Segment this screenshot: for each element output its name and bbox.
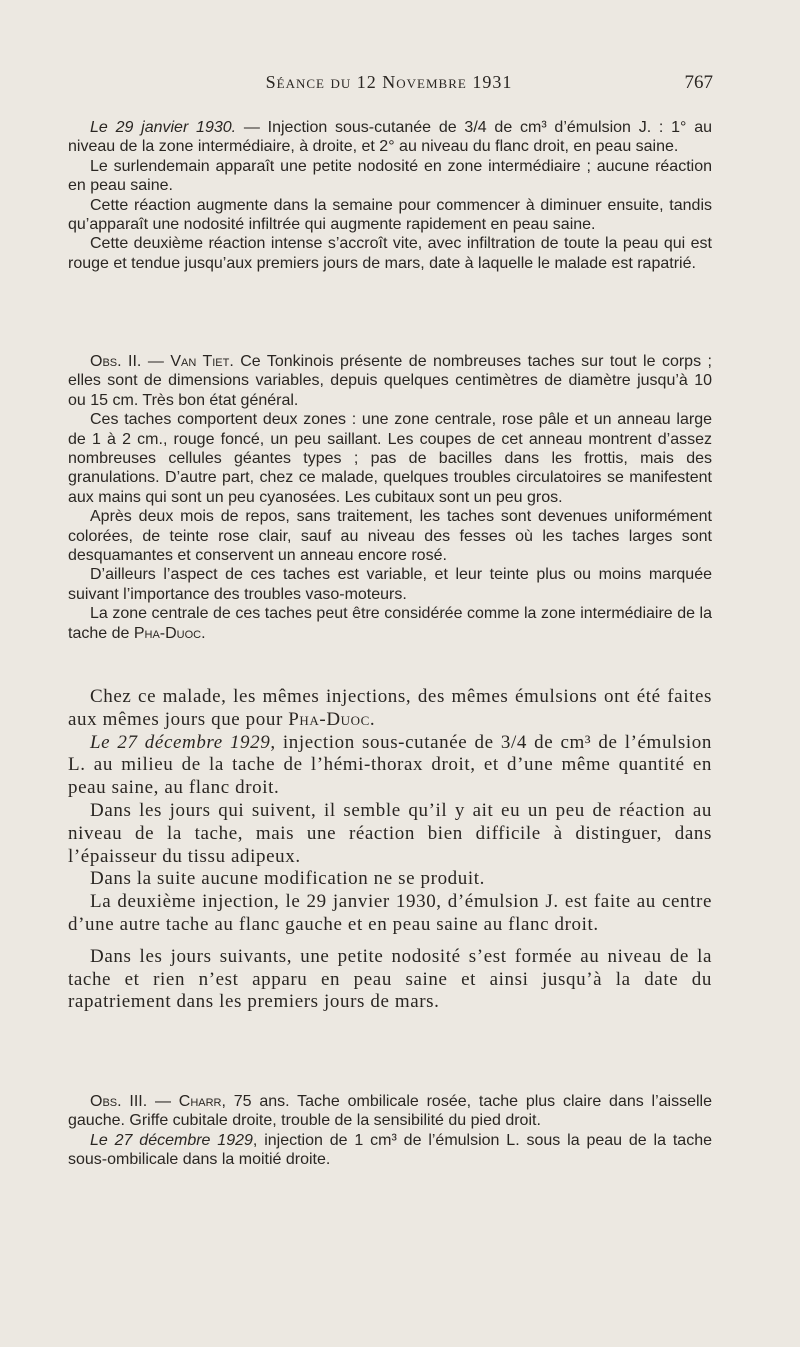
main-text (68, 686, 712, 1014)
paragraph: D’ailleurs l’aspect de ces taches est variable, et leur teinte plus ou moins marquée suivant l’importance des troubles vaso-moteurs. (68, 566, 712, 603)
paragraph: La deuxième injection, le 29 janvier 1930, d’émulsion J. est faite au centre d’une autre tache au flanc gauche et en peau saine au flanc droit. (68, 891, 712, 935)
paragraph: Ces taches comportent deux zones : une zone centrale, rose pâle et un anneau large de 1 à 2 cm., rouge foncé, un peu saillant. Les coupes de cet anneau montrent d’assez nombreuses cellules géantes types ; pas de bacilles dans les frottis, mais des granulations. D’autre part, chez ce malade, quelques troubles circulatoires se manifestent aux mains qui sont un peu cyanosées. Les cubitaux sont un peu gros. (68, 411, 712, 506)
patient-name: Charr (178, 1093, 222, 1110)
paragraph: Obs. III. — Charr, 75 ans. Tache ombilicale rosée, tache plus claire dans l’aisselle gauche. Griffe cubitale droite, trouble de la sensibilité du pied droit. (68, 1093, 713, 1130)
paragraph: Cette deuxième réaction intense s’accroît vite, avec infiltration de toute la peau qui est rouge et tendue jusqu’aux premiers jours de mars, date à laquelle le malade est rapatrié. (68, 235, 712, 272)
paragraph: Après deux mois de repos, sans traitement, les taches sont devenues uniformément colorées, de teinte rose clair, sauf au niveau des fesses où les taches larges sont desquamantes et conservent un anneau encore rosé. (68, 508, 712, 565)
paragraph: Chez ce malade, les mêmes injections, des mêmes émulsions ont été faites aux mêmes jours que pour Pha-Duoc. (68, 686, 712, 730)
running-title: Séance du 12 Novembre 1931 (265, 72, 513, 92)
paragraph: Dans les jours qui suivent, il semble qu’il y ait eu un peu de réaction au niveau de la tache, mais une réaction bien difficile à distinguer, dans l’épaisseur du tissu adipeux. (68, 799, 712, 867)
patient-name: Pha-Duoc (133, 624, 202, 642)
date-text: Le 27 décembre 1929 (90, 1131, 253, 1149)
paragraph: Dans la suite aucune modification ne se produit. (90, 868, 485, 890)
date-text: Le 27 décembre 1929 (90, 731, 271, 753)
observation-label: Obs. II. (90, 353, 142, 370)
paragraph: Obs. II. — Van Tiet. Ce Tonkinois présente de nombreuses taches sur tout le corps ; elles sont de dimensions variables, depuis quelques centimètres de diamètre jusqu’à 10 ou 15 cm. Très bon état général. (68, 353, 712, 409)
date-text: Le 29 janvier 1930. (90, 119, 237, 136)
paragraph: Cette réaction augmente dans la semaine pour commencer à diminuer ensuite, tandis qu’apparaît une nodosité infiltrée qui augmente rapidement en peau saine. (68, 196, 712, 234)
paragraph: Le 27 décembre 1929, injection de 1 cm³ de l’émulsion L. sous la peau de la tache sous-ombilicale dans la moitié droite. (68, 1131, 713, 1169)
paragraph: Le surlendemain apparaît une petite nodosité en zone intermédiaire ; aucune réaction en peau saine. (68, 157, 712, 195)
paragraph: La zone centrale de ces taches peut être considérée comme la zone intermédiaire de la tache de Pha-Duoc. (68, 605, 712, 642)
paragraph: Dans les jours suivants, une petite nodosité s’est formée au niveau de la tache et rien n’est apparu en peau saine et ainsi jusqu’à la date du rapatriement dans les premiers jours de mars. (68, 945, 712, 1013)
observation-label: Obs. III. (90, 1093, 148, 1110)
page-number: 767 (684, 72, 713, 93)
paragraph: Le 27 décembre 1929, injection sous-cutanée de 3/4 de cm³ de l’émulsion L. au milieu de la tache de l’hémi-thorax droit, et d’une même quantité en peau saine, au flanc droit. (68, 731, 712, 799)
patient-name: Van Tiet (170, 353, 230, 370)
patient-name: Pha-Duoc (288, 708, 370, 730)
observation-3 (68, 1092, 712, 1170)
observation-1-continued (68, 118, 712, 273)
paragraph: Le 29 janvier 1930. — Injection sous-cutanée de 3/4 de cm³ d’émulsion J. : 1° au niveau de la zone intermédiaire, à droite, et 2° au niveau du flanc droit, en peau saine. (68, 119, 712, 156)
observation-2 (68, 352, 712, 643)
